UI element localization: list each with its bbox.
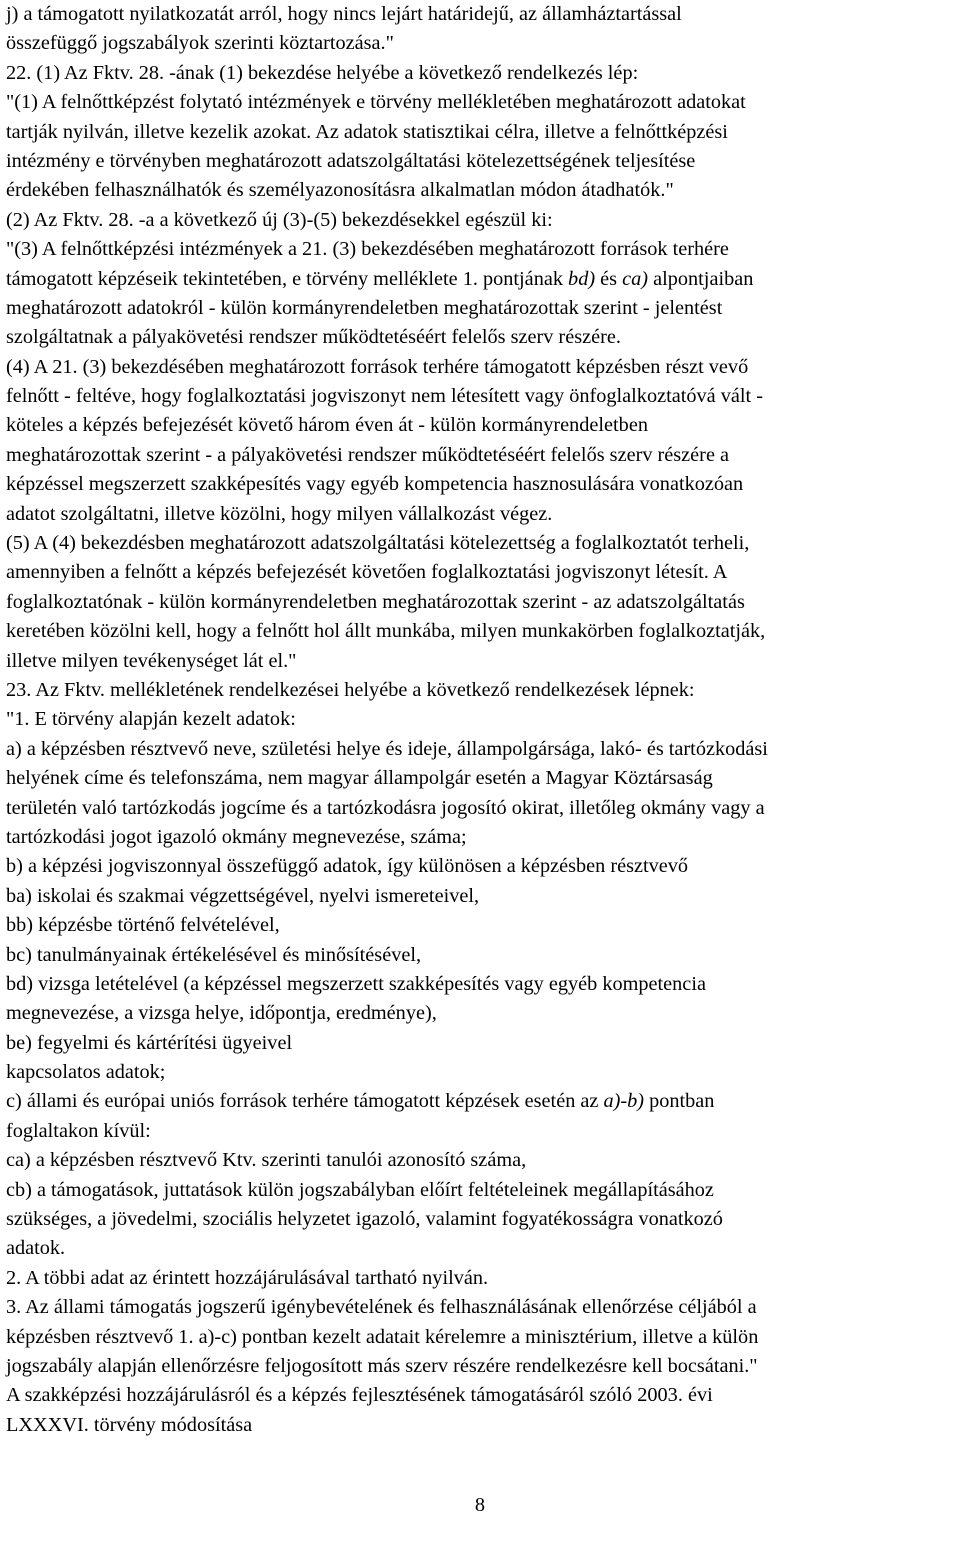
text-line: ca) a képzésben résztvevő Ktv. szerinti tanulói azonosító száma,	[6, 1149, 527, 1172]
text-line: "1. E törvény alapján kezelt adatok:	[6, 708, 296, 731]
text-line: "(3) A felnőttképzési intézmények a 21. (3) bekezdésében meghatározott források terhére	[6, 238, 729, 261]
text-line: illetve milyen tevékenységet lát el."	[6, 649, 297, 672]
text-line: "(1) A felnőttképzést folytató intézmények e törvény mellékletében meghatározott adatokat	[6, 91, 746, 114]
text-line: 23. Az Fktv. mellékletének rendelkezései helyébe a következő rendelkezések lépnek:	[6, 678, 695, 701]
text-line: j) a támogatott nyilatkozatát arról, hogy nincs lejárt határidejű, az államháztartással	[6, 3, 682, 25]
text-line: adatot szolgáltatni, illetve közölni, hogy milyen vállalkozást végez.	[6, 502, 553, 525]
text-line: foglaltakon kívül:	[6, 1119, 151, 1142]
text-line: c) állami és európai uniós források terhére támogatott képzések esetén az a)-b) pontban	[6, 1090, 715, 1113]
text-line: érdekében felhasználhatók és személyazonosításra alkalmatlan módon átadhatók."	[6, 179, 674, 202]
text-line: (2) Az Fktv. 28. -a a következő új (3)-(5) bekezdésekkel egészül ki:	[6, 208, 553, 231]
text-line: bd) vizsga letételével (a képzéssel megszerzett szakképesítés vagy egyéb kompetencia	[6, 972, 706, 995]
text-line: (4) A 21. (3) bekezdésében meghatározott források terhére támogatott képzésben részt vevő	[6, 355, 749, 378]
text-line: meghatározottak szerint - a pályakövetési rendszer működtetéséért felelős szerv részére a	[6, 443, 730, 466]
text-line: amennyiben a felnőtt a képzés befejezését követően foglalkoztatási jogviszonyt létesít. A	[6, 561, 728, 584]
text-line: tartják nyilván, illetve kezelik azokat. Az adatok statisztikai célra, illetve a felnőttképzési	[6, 120, 728, 143]
text-line: bb) képzésbe történő felvételével,	[6, 914, 280, 937]
text-line: cb) a támogatások, juttatások külön jogszabályban előírt feltételeinek megállapításához	[6, 1178, 714, 1201]
page-number: 8	[474, 1494, 486, 1516]
text-line: képzéssel megszerzett szakképesítés vagy egyéb kompetencia hasznosulására vonatkozóan	[6, 473, 744, 496]
text-line: kapcsolatos adatok;	[6, 1061, 166, 1084]
text-line: a) a képzésben résztvevő neve, születési helye és ideje, állampolgársága, lakó- és tartózkodási	[6, 737, 768, 760]
text-line: b) a képzési jogviszonnyal összefüggő adatok, így különösen a képzésben résztvevő	[6, 855, 689, 878]
text-line: keretében közölni kell, hogy a felnőtt hol állt munkába, milyen munkakörben foglalkoztatják,	[6, 620, 766, 643]
text-line: be) fegyelmi és kártérítési ügyeivel	[6, 1031, 293, 1054]
text-line: 22. (1) Az Fktv. 28. -ának (1) bekezdése helyébe a következő rendelkezés lép:	[6, 61, 639, 84]
text-line: 2. A többi adat az érintett hozzájárulásával tartható nyilván.	[6, 1266, 489, 1289]
text-line: meghatározott adatokról - külön kormányrendeletben meghatározottak szerint - jelentést	[6, 296, 723, 319]
text-line: területén való tartózkodás jogcíme és a tartózkodásra jogosító okirat, illetőleg okmány vagy a	[6, 796, 765, 819]
text-line: helyének címe és telefonszáma, nem magyar állampolgár esetén a Magyar Köztársaság	[6, 767, 713, 790]
document-body	[6, 0, 956, 1440]
text-line: 3. Az állami támogatás jogszerű igénybevételének és felhasználásának ellenőrzése céljából a	[6, 1296, 757, 1319]
text-line: bc) tanulmányainak értékelésével és minősítésével,	[6, 943, 422, 966]
text-line: A szakképzési hozzájárulásról és a képzés fejlesztésének támogatásáról szóló 2003. évi	[6, 1384, 713, 1407]
text-line: szükséges, a jövedelmi, szociális helyzetet igazoló, valamint fogyatékosságra vonatkozó	[6, 1208, 723, 1231]
text-line: szolgáltatnak a pályakövetési rendszer működtetéséért felelős szerv részére.	[6, 326, 621, 349]
text-line: (5) A (4) bekezdésben meghatározott adatszolgáltatási kötelezettség a foglalkoztatót terheli,	[6, 532, 750, 555]
text-line: összefüggő jogszabályok szerinti köztartozása."	[6, 32, 394, 55]
text-line: felnőtt - feltéve, hogy foglalkoztatási jogviszonyt nem létesített vagy önfoglalkoztatóvá vált -	[6, 385, 763, 408]
text-line: LXXXVI. törvény módosítása	[6, 1413, 253, 1436]
text-line: tartózkodási jogot igazoló okmány megnevezése, száma;	[6, 825, 467, 848]
text-line: ba) iskolai és szakmai végzettségével, nyelvi ismereteivel,	[6, 884, 480, 907]
text-line: adatok.	[6, 1237, 66, 1260]
text-line: képzésben résztvevő 1. a)-c) pontban kezelt adatait kérelemre a minisztérium, illetve a külön	[6, 1325, 759, 1348]
text-line: támogatott képzéseik tekintetében, e törvény melléklete 1. pontjának bd) és ca) alpontjaiban	[6, 267, 754, 290]
text-line: megnevezése, a vizsga helye, időpontja, eredménye),	[6, 1002, 437, 1025]
text-line: köteles a képzés befejezését követő három éven át - külön kormányrendeletben	[6, 414, 648, 437]
text-line: intézmény e törvényben meghatározott adatszolgáltatási kötelezettségének teljesítése	[6, 149, 696, 172]
text-line: jogszabály alapján ellenőrzésre feljogosított más szerv részére rendelkezésre kell bocsátani."	[6, 1354, 758, 1377]
text-line: foglalkoztatónak - külön kormányrendeletben meghatározottak szerint - az adatszolgáltatás	[6, 590, 745, 613]
